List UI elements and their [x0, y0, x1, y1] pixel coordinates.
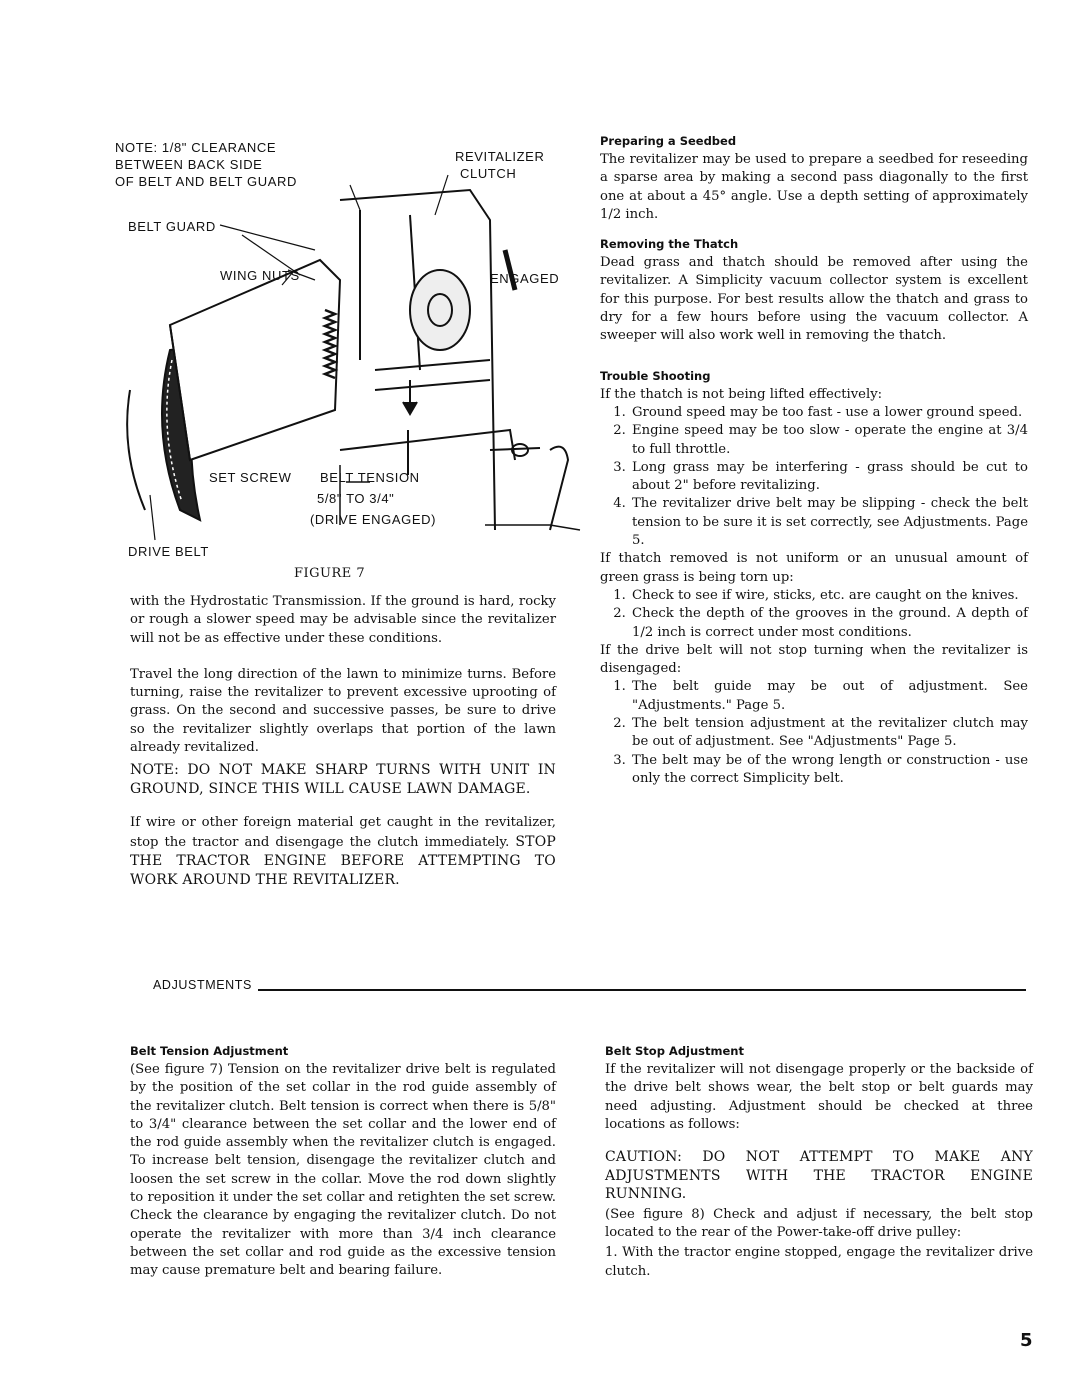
- trouble-list-3: [600, 678, 1028, 788]
- label-belt-tension: BELT TENSION: [320, 470, 420, 485]
- list-item: 2. Check the depth of the grooves in the ground. A depth of 1/2 inch is correct under most conditions.: [630, 605, 1028, 642]
- list-item: 4. The revitalizer drive belt may be slipping - check the belt tension to be sure it is set correctly, see Adjustments. Page 5.: [630, 495, 1028, 550]
- belt-stop-section: [605, 1043, 1033, 1281]
- list-item: 1. The belt guide may be out of adjustment. See "Adjustments." Page 5.: [630, 678, 1028, 715]
- belt-tension-text: (See figure 7) Tension on the revitalizer drive belt is regulated by the position of the set collar in the rod guide assembly of the revitalizer clutch. Belt tension is correct when there is 5/8" to 3/4" clearance between the set collar and the lower end of the rod guide assembly when the revitalizer clutch is engaged. To increase belt tension, disengage the revitalizer clutch and loosen the set screw in the collar. Move the rod down slightly to reposition it under the set collar and retighten the set screw. Check the clearance by engaging the revitalizer clutch. Do not operate the revitalizer with more than 3/4 inch clearance between the set collar and rod guide as the excessive tension may cause premature belt and bearing failure.: [130, 1062, 556, 1279]
- label-clearance-note: NOTE: 1/8" CLEARANCE: [115, 140, 277, 155]
- left-paragraph-1: with the Hydrostatic Transmission. If the ground is hard, rocky or rough a slower speed may be advisable since the revitalizer will not be as effective under these conditions.: [130, 594, 556, 646]
- figure-caption: FIGURE 7: [294, 566, 366, 581]
- belt-tension-section: [130, 1043, 556, 1281]
- figure-7: [110, 130, 590, 560]
- label-between-back-side: BETWEEN BACK SIDE: [115, 157, 263, 172]
- caution-text: CAUTION: DO NOT ATTEMPT TO MAKE ANY ADJUSTMENTS WITH THE TRACTOR ENGINE RUNNING.: [605, 1149, 1033, 1203]
- trouble-heading: Trouble Shooting: [600, 368, 711, 383]
- trouble-intro-3: If the drive belt will not stop turning when the revitalizer is disengaged:: [600, 642, 1028, 677]
- left-warning-caps: STOP THE TRACTOR ENGINE BEFORE ATTEMPTING TO WORK AROUND THE REVITALIZER.: [130, 833, 556, 889]
- trouble-list-1: [600, 404, 1028, 550]
- adjustments-rule: [258, 989, 1026, 991]
- left-column: [130, 593, 556, 891]
- label-drive-belt: DRIVE BELT: [128, 544, 209, 559]
- label-belt-and-guard: OF BELT AND BELT GUARD: [115, 174, 298, 189]
- left-paragraph-3-text: If wire or other foreign material get caught in the revitalizer, stop the tractor and disengage the clutch immediately.: [130, 815, 556, 850]
- label-engaged: ENGAGED: [490, 271, 560, 286]
- list-item: 3. The belt may be of the wrong length or construction - use only the correct Simplicity belt.: [630, 752, 1028, 789]
- label-revitalizer: REVITALIZER: [455, 149, 545, 164]
- list-item: 2. The belt tension adjustment at the revitalizer clutch may be out of adjustment. See "Adjustments" Page 5.: [630, 715, 1028, 752]
- belt-tension-heading: Belt Tension Adjustment: [130, 1044, 289, 1058]
- thatch-heading: Removing the Thatch: [600, 237, 739, 252]
- label-wing-nuts: WING NUTS: [220, 268, 300, 283]
- label-drive-engaged: (DRIVE ENGAGED): [310, 512, 437, 527]
- thatch-text: Dead grass and thatch should be removed after using the revitalizer. A Simplicity vacuum collector system is excellent for this purpose. For best results allow the thatch and grass to dry for a few hours before using the vacuum collector. A sweeper will also work well in removing the thatch.: [600, 255, 1028, 344]
- adjustments-title: ADJUSTMENTS: [153, 978, 252, 992]
- left-paragraph-3: [130, 814, 556, 890]
- list-item: 2. Engine speed may be too slow - operate the engine at 3/4 to full throttle.: [630, 422, 1028, 459]
- right-column: [600, 133, 1028, 788]
- trouble-intro-2: If thatch removed is not uniform or an unusual amount of green grass is being torn up:: [600, 551, 1028, 585]
- trouble-list-2: [600, 587, 1028, 642]
- label-set-screw: SET SCREW: [209, 470, 292, 485]
- left-note: NOTE: DO NOT MAKE SHARP TURNS WITH UNIT IN GROUND, SINCE THIS WILL CAUSE LAWN DAMAGE.: [130, 762, 556, 797]
- page-number: 5: [1020, 1330, 1033, 1351]
- see-figure-8-text: (See figure 8) Check and adjust if necessary, the belt stop located to the rear of the Power-take-off drive pulley:: [605, 1206, 1033, 1240]
- seedbed-text: The revitalizer may be used to prepare a seedbed for reseeding a sparse area by making a second pass diagonally to the first one at about a 45° angle. Use a depth setting of approximately 1/2 inch.: [600, 152, 1028, 222]
- trouble-intro-1: If the thatch is not being lifted effectively:: [600, 386, 883, 402]
- belt-stop-heading: Belt Stop Adjustment: [605, 1044, 744, 1058]
- seedbed-heading: Preparing a Seedbed: [600, 134, 737, 148]
- list-item: 3. Long grass may be interfering - grass should be cut to about 2" before revitalizing.: [630, 459, 1028, 496]
- belt-stop-text: If the revitalizer will not disengage properly or the backside of the drive belt shows wear, the belt stop or belt guards may need adjusting. Adjustment should be checked at three locations as follows:: [605, 1062, 1033, 1132]
- label-tension-range: 5/8" TO 3/4": [317, 491, 395, 506]
- left-paragraph-2: Travel the long direction of the lawn to minimize turns. Before turning, raise the revitalizer to prevent excessive uprooting of grass. On the second and successive passes, be sure to drive so the revitalizer slightly overlaps that portion of the lawn already revitalized.: [130, 666, 556, 756]
- list-item: 1. Ground speed may be too fast - use a lower ground speed.: [630, 404, 1028, 422]
- label-clutch: CLUTCH: [460, 166, 517, 181]
- step-1-text: 1. With the tractor engine stopped, engage the revitalizer drive clutch.: [605, 1245, 1033, 1279]
- list-item: 1. Check to see if wire, sticks, etc. are caught on the knives.: [630, 587, 1028, 605]
- label-belt-guard: BELT GUARD: [128, 219, 216, 234]
